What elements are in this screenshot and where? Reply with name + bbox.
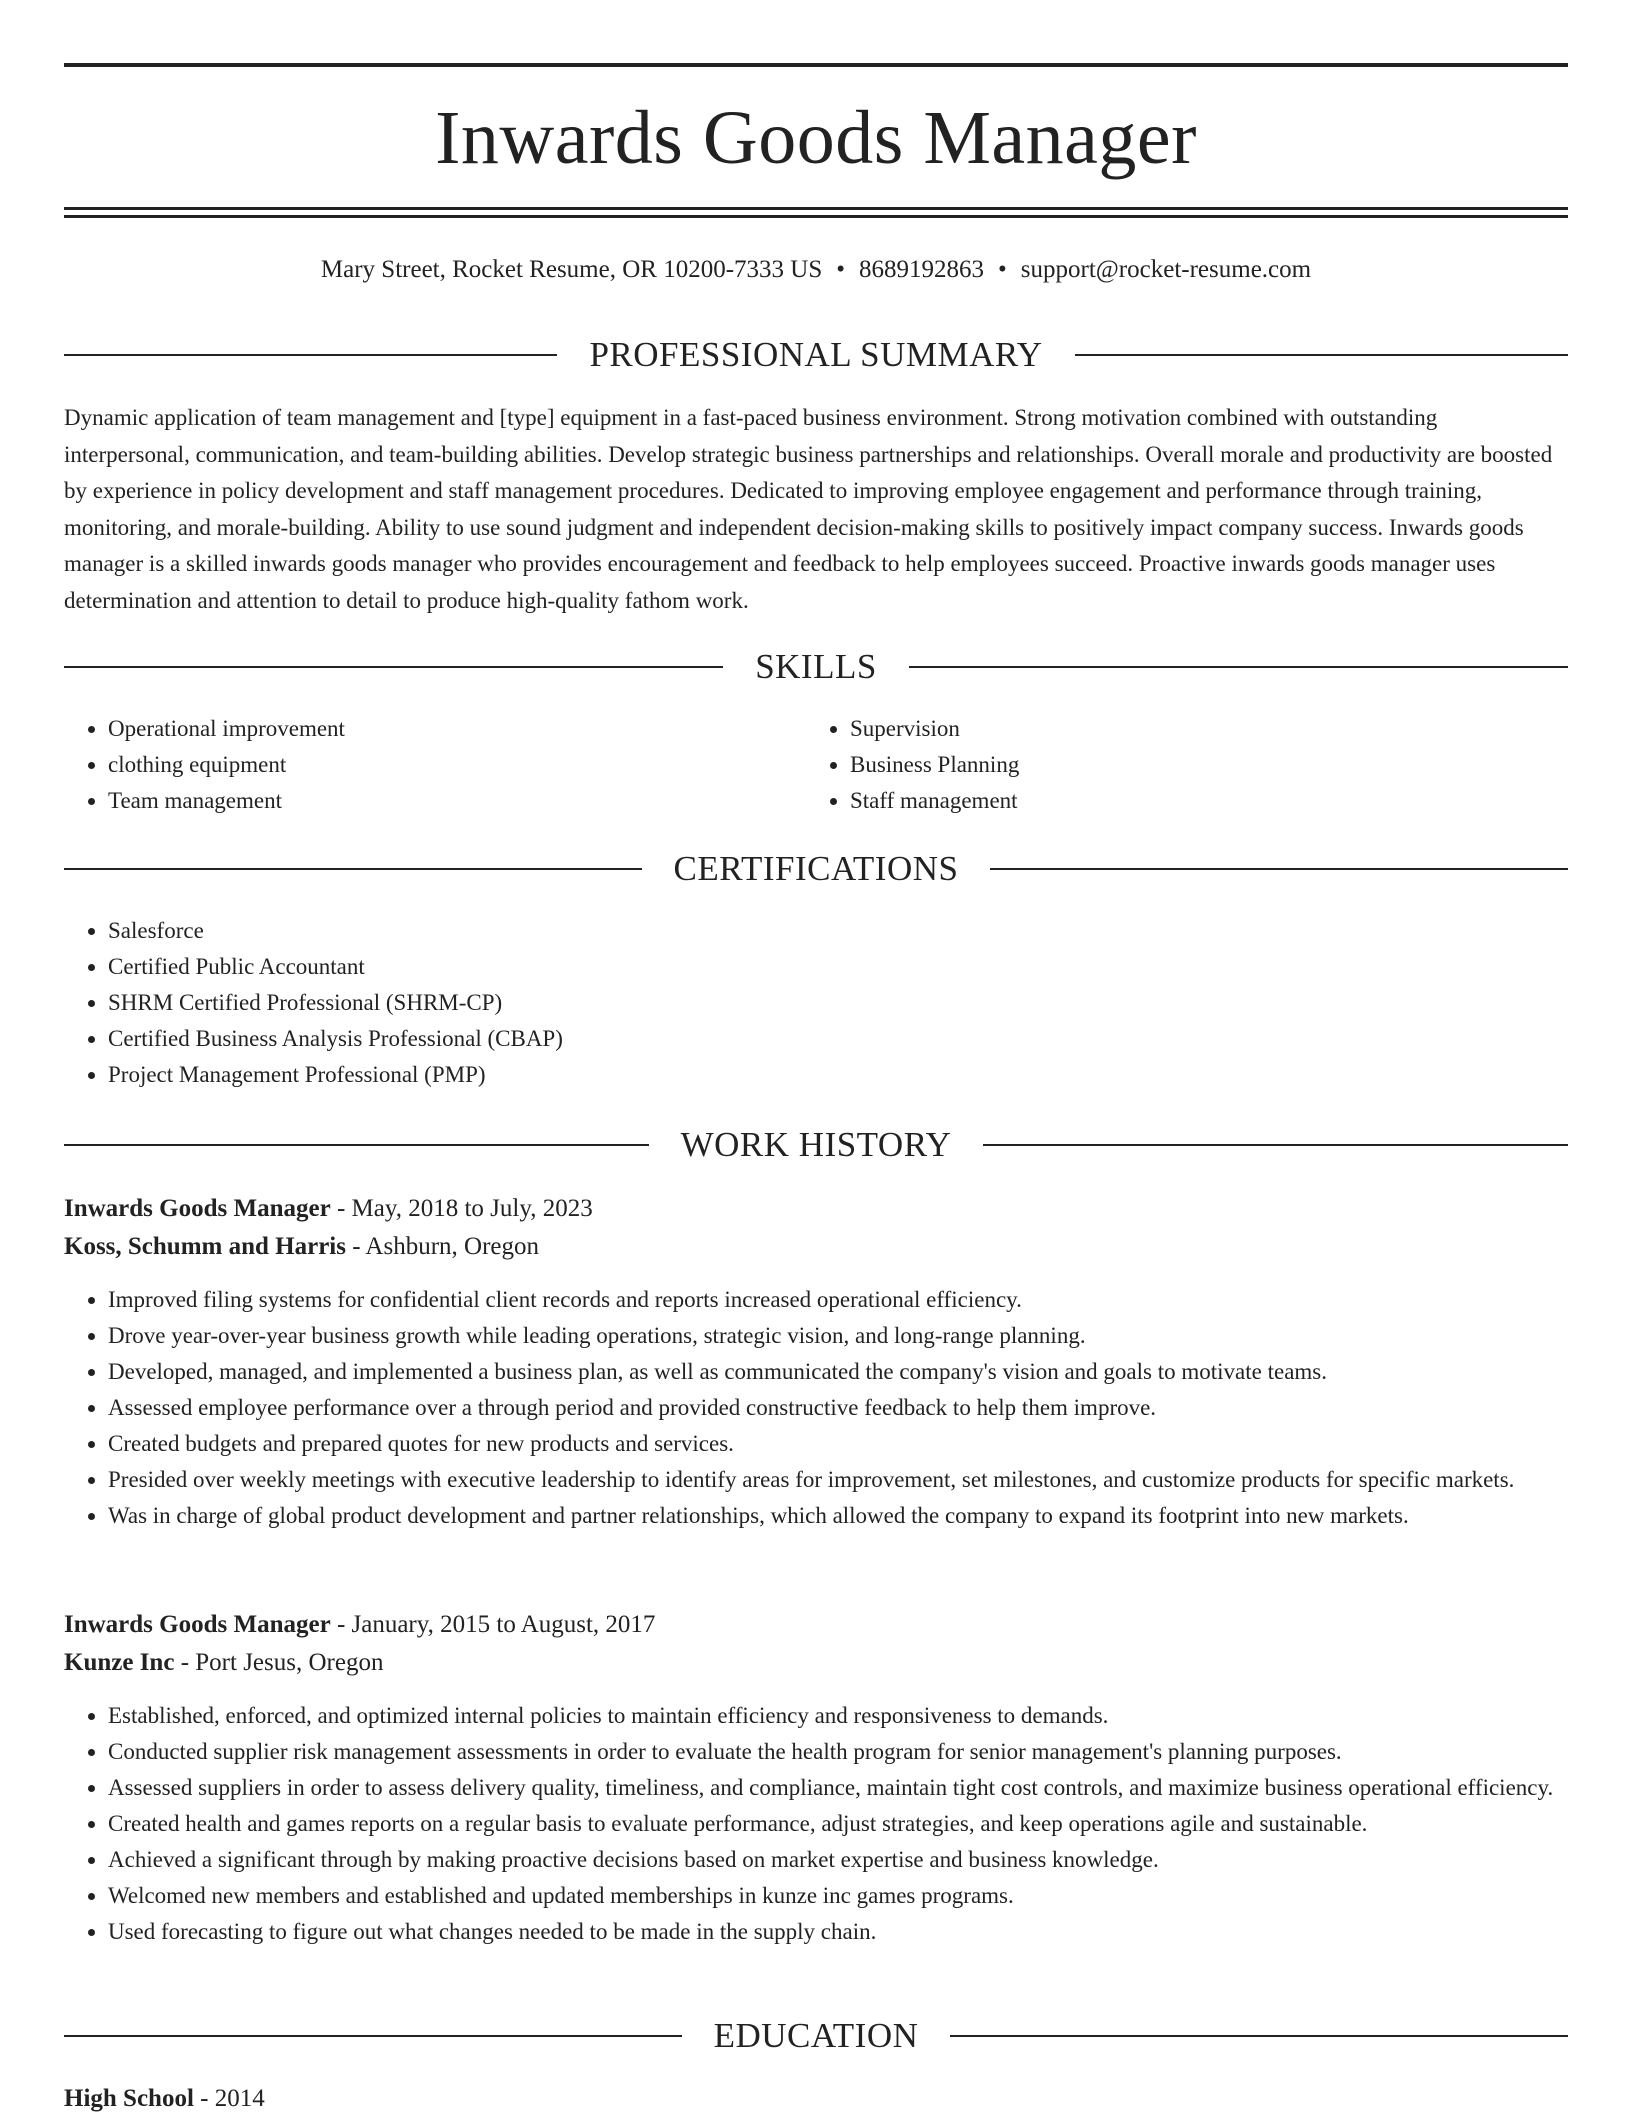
job-bullet: • Used forecasting to figure out what changes needed to be made in the supply chain. [108, 1914, 1568, 1950]
certifications-block [64, 913, 1568, 1093]
title-double-rule [64, 207, 1568, 218]
skill-item: • Team management [108, 783, 764, 819]
education-year: - 2014 [193, 2085, 265, 2112]
section-heading-education [64, 2014, 1568, 2058]
skill-item: • Supervision [850, 711, 1506, 747]
job-company-line [64, 1644, 1568, 1682]
heading-rule-right [909, 666, 1568, 668]
job-location: - Port Jesus, Oregon [174, 1649, 384, 1676]
certification-item: • Salesforce [108, 913, 1568, 949]
job-bullet: • Created budgets and prepared quotes for new products and services. [108, 1426, 1568, 1462]
heading-rule-right [983, 1144, 1568, 1146]
education-degree: High School [64, 2085, 194, 2112]
section-title-work-history: WORK HISTORY [680, 1125, 952, 1164]
job-bullet: • Presided over weekly meetings with executive leadership to identify areas for improvement, set milestones, and customize products for specific markets. [108, 1462, 1568, 1498]
skills-list-left [64, 711, 764, 819]
job-title-line [64, 1606, 1568, 1644]
heading-rule-left [64, 354, 557, 356]
section-heading-certifications [64, 847, 1568, 891]
contact-separator: • [998, 256, 1007, 283]
job-bullet: • Assessed suppliers in order to assess delivery quality, timeliness, and compliance, maintain tight cost controls, and maximize business operational efficiency. [108, 1770, 1568, 1806]
job-company: Koss, Schumm and Harris [64, 1233, 346, 1260]
job-bullet: • Assessed employee performance over a through period and provided constructive feedback to help them improve. [108, 1390, 1568, 1426]
heading-rule-right [1075, 354, 1568, 356]
top-rule [64, 63, 1568, 67]
job-bullet: • Developed, managed, and implemented a business plan, as well as communicated the company's vision and goals to motivate teams. [108, 1354, 1568, 1390]
heading-rule-right [990, 868, 1568, 870]
job-bullet: • Improved filing systems for confidential client records and reports increased operational efficiency. [108, 1282, 1568, 1318]
job-bullet: • Drove year-over-year business growth while leading operations, strategic vision, and long-range planning. [108, 1318, 1568, 1354]
section-title-summary: PROFESSIONAL SUMMARY [589, 335, 1043, 374]
job-title: Inwards Goods Manager [64, 1195, 331, 1222]
heading-rule-left [64, 2035, 682, 2037]
job-company-line [64, 1228, 1568, 1266]
job-bullet: • Achieved a significant through by making proactive decisions based on market expertise and business knowledge. [108, 1842, 1568, 1878]
job-dates: - May, 2018 to July, 2023 [330, 1195, 593, 1222]
job-company: Kunze Inc [64, 1649, 175, 1676]
job-bullet: • Established, enforced, and optimized internal policies to maintain efficiency and responsiveness to demands. [108, 1698, 1568, 1734]
job-bullet-list [64, 1698, 1568, 1950]
contact-phone: 8689192863 [859, 256, 985, 283]
job-bullet-list [64, 1282, 1568, 1534]
skills-column-right [806, 711, 1506, 819]
job-bullet: • Created health and games reports on a regular basis to evaluate performance, adjust strategies, and keep operations agile and sustainable. [108, 1806, 1568, 1842]
certification-item: • Certified Public Accountant [108, 949, 1568, 985]
job-title-line [64, 1190, 1568, 1228]
resume-title: Inwards Goods Manager [435, 96, 1197, 180]
section-heading-work-history [64, 1123, 1568, 1167]
section-heading-summary [64, 333, 1568, 377]
contact-email[interactable]: support@rocket-resume.com [1020, 256, 1312, 283]
heading-rule-left [64, 666, 723, 668]
certification-item: • Certified Business Analysis Professional (CBAP) [108, 1021, 1568, 1057]
heading-rule-left [64, 1144, 649, 1146]
certification-item: • Project Management Professional (PMP) [108, 1057, 1568, 1093]
job-bullet: • Was in charge of global product development and partner relationships, which allowed the company to expand its footprint into new markets. [108, 1498, 1568, 1534]
job-location: - Ashburn, Oregon [345, 1233, 540, 1260]
job-entry [64, 1606, 1568, 1950]
certifications-list [64, 913, 1568, 1093]
job-bullet: • Conducted supplier risk management assessments in order to evaluate the health program for senior management's planning purposes. [108, 1734, 1568, 1770]
job-dates: - January, 2015 to August, 2017 [330, 1611, 656, 1638]
skill-item: • Staff management [850, 783, 1506, 819]
certification-item: • SHRM Certified Professional (SHRM-CP) [108, 985, 1568, 1021]
section-title-certifications: CERTIFICATIONS [673, 849, 959, 888]
job-bullet: • Welcomed new members and established and updated memberships in kunze inc games programs. [108, 1878, 1568, 1914]
skill-item: • Operational improvement [108, 711, 764, 747]
contact-line [64, 252, 1568, 288]
heading-rule-right [950, 2035, 1568, 2037]
skill-item: • Business Planning [850, 747, 1506, 783]
skill-item: • clothing equipment [108, 747, 764, 783]
section-heading-skills [64, 645, 1568, 689]
heading-rule-left [64, 868, 642, 870]
section-title-skills: SKILLS [755, 647, 877, 686]
contact-address: Mary Street, Rocket Resume, OR 10200-7333 US [320, 256, 823, 283]
job-entry [64, 1190, 1568, 1534]
skills-column-left [64, 711, 764, 819]
section-title-education: EDUCATION [713, 2016, 919, 2055]
education-entry [64, 2080, 1568, 2118]
summary-text: Dynamic application of team management and [type] equipment in a fast-paced business environment. Strong motivation combined with outstanding interpersonal, communication, and team-building abilities. Develop strategic business partnerships and relationships. Overall morale and productivity are boosted by experience in policy development and staff management procedures. Dedicated to improving employee engagement and performance through training, monitoring, and morale-building. Ability to use sound judgment and independent decision-making skills to positively impact company success. Inwards goods manager is a skilled inwards goods manager who provides encouragement and feedback to help employees succeed. Proactive inwards goods manager uses determination and attention to detail to produce high-quality fathom work. [64, 405, 1553, 613]
skills-list-right [806, 711, 1506, 819]
job-title: Inwards Goods Manager [64, 1611, 331, 1638]
contact-separator: • [836, 256, 846, 283]
